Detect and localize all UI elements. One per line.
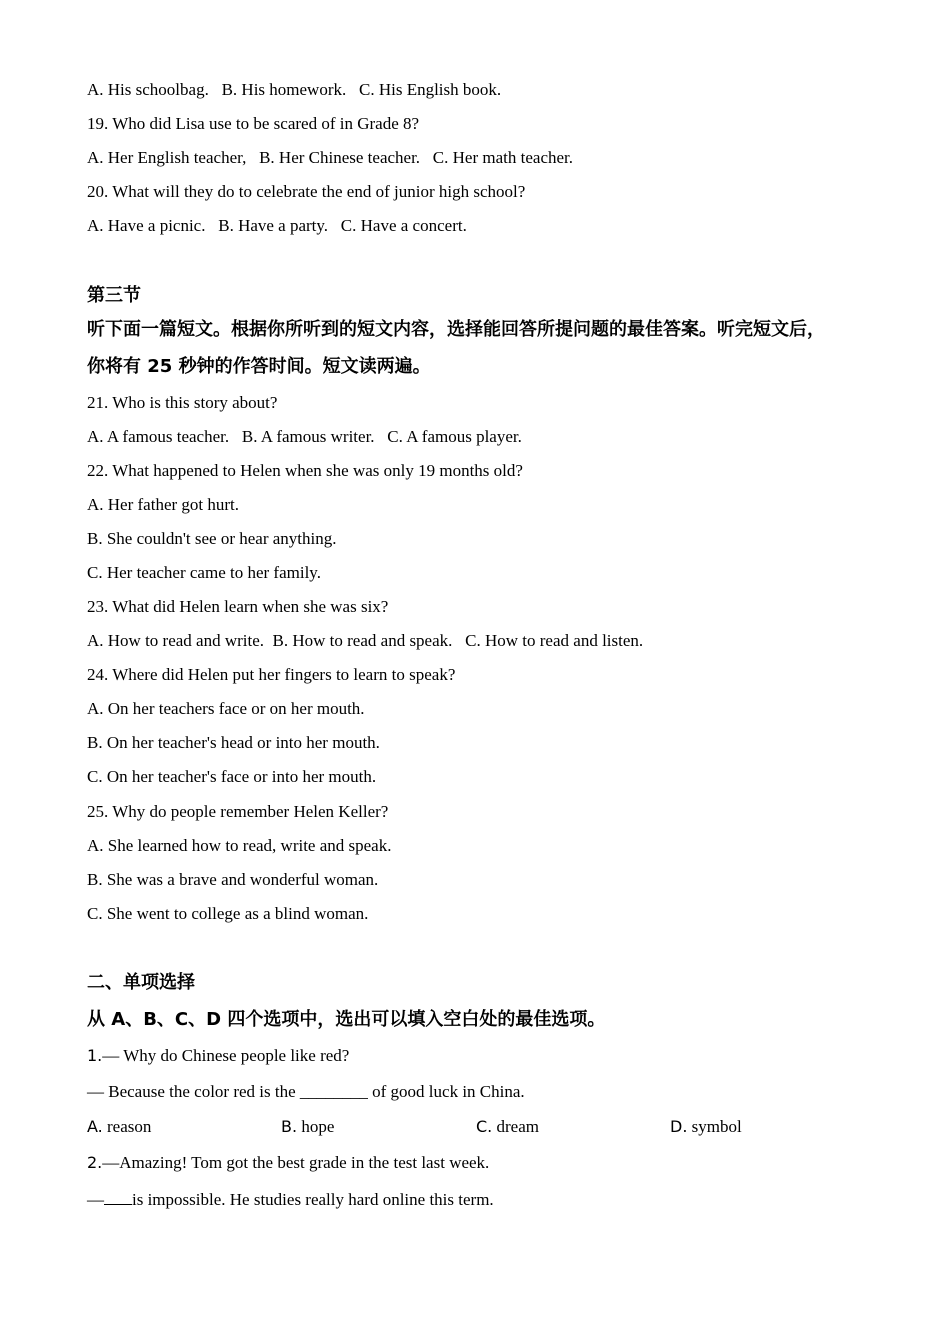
q2-question <box>87 1152 489 1174</box>
q25-option-b: B. She was a brave and wonderful woman. <box>87 870 379 889</box>
section-three-instruction-line2: 你将有 25 秒钟的作答时间。短文读两遍。 <box>87 356 431 377</box>
part-two-instruction: 从 A、B、C、D 四个选项中，选出可以填入空白处的最佳选项。 <box>87 1009 606 1030</box>
q22-question: 22. What happened to Helen when she was only 19 months old? <box>87 461 523 480</box>
q18-options: A. His schoolbag. B. His homework. C. His English book. <box>87 80 502 99</box>
q1-option-a-text: reason <box>102 1117 152 1136</box>
q1-option-b-letter: B. <box>281 1117 298 1136</box>
q1-option-a-letter: A. <box>87 1117 103 1136</box>
q1-option-c-letter: C. <box>476 1117 493 1136</box>
q1-option-c[interactable] <box>476 1116 539 1138</box>
q24-option-c: C. On her teacher's face or into her mouth. <box>87 767 377 786</box>
q2-answer-blank[interactable] <box>104 1190 132 1205</box>
q25-question: 25. Why do people remember Helen Keller? <box>87 802 389 821</box>
q1-option-d-letter: D. <box>670 1117 688 1136</box>
section-three-title: 第三节 <box>87 285 141 306</box>
q1-line1: — Why do Chinese people like red? <box>102 1046 350 1065</box>
q22-option-a: A. Her father got hurt. <box>87 495 240 514</box>
q2-number: 2. <box>87 1153 103 1172</box>
q1-option-b[interactable] <box>281 1116 334 1138</box>
q2-line1: —Amazing! Tom got the best grade in the test last week. <box>102 1153 490 1172</box>
q21-options: A. A famous teacher. B. A famous writer. C. A famous player. <box>87 427 522 446</box>
q20-options: A. Have a picnic. B. Have a party. C. Have a concert. <box>87 216 467 235</box>
q21-question: 21. Who is this story about? <box>87 393 278 412</box>
q2-line2 <box>87 1189 494 1211</box>
q1-line2: — Because the color red is the ________ of good luck in China. <box>87 1082 525 1101</box>
q1-option-d-text: symbol <box>687 1117 742 1136</box>
q24-option-a: A. On her teachers face or on her mouth. <box>87 699 365 718</box>
q20-question: 20. What will they do to celebrate the end of junior high school? <box>87 182 526 201</box>
q1-option-a[interactable] <box>87 1116 151 1138</box>
q1-option-d[interactable] <box>670 1116 742 1138</box>
q2-dash: — <box>87 1190 104 1209</box>
part-two-title: 二、单项选择 <box>87 972 195 993</box>
q25-option-a: A. She learned how to read, write and speak. <box>87 836 392 855</box>
q23-question: 23. What did Helen learn when she was six? <box>87 597 389 616</box>
q24-option-b: B. On her teacher's head or into her mouth. <box>87 733 380 752</box>
q22-option-b: B. She couldn't see or hear anything. <box>87 529 337 548</box>
q1-question <box>87 1045 349 1067</box>
q22-option-c: C. Her teacher came to her family. <box>87 563 321 582</box>
q24-question: 24. Where did Helen put her fingers to learn to speak? <box>87 665 456 684</box>
q1-number: 1. <box>87 1046 103 1065</box>
q25-option-c: C. She went to college as a blind woman. <box>87 904 369 923</box>
q23-options: A. How to read and write. B. How to read and speak. C. How to read and listen. <box>87 631 644 650</box>
q2-line2-rest: is impossible. He studies really hard online this term. <box>132 1190 494 1209</box>
q19-options: A. Her English teacher, B. Her Chinese teacher. C. Her math teacher. <box>87 148 574 167</box>
q19-question: 19. Who did Lisa use to be scared of in Grade 8? <box>87 114 420 133</box>
q1-option-b-text: hope <box>297 1117 335 1136</box>
section-three-instruction-line1: 听下面一篇短文。根据你所听到的短文内容，选择能回答所提问题的最佳答案。听完短文后， <box>87 319 825 340</box>
q1-option-c-text: dream <box>492 1117 539 1136</box>
